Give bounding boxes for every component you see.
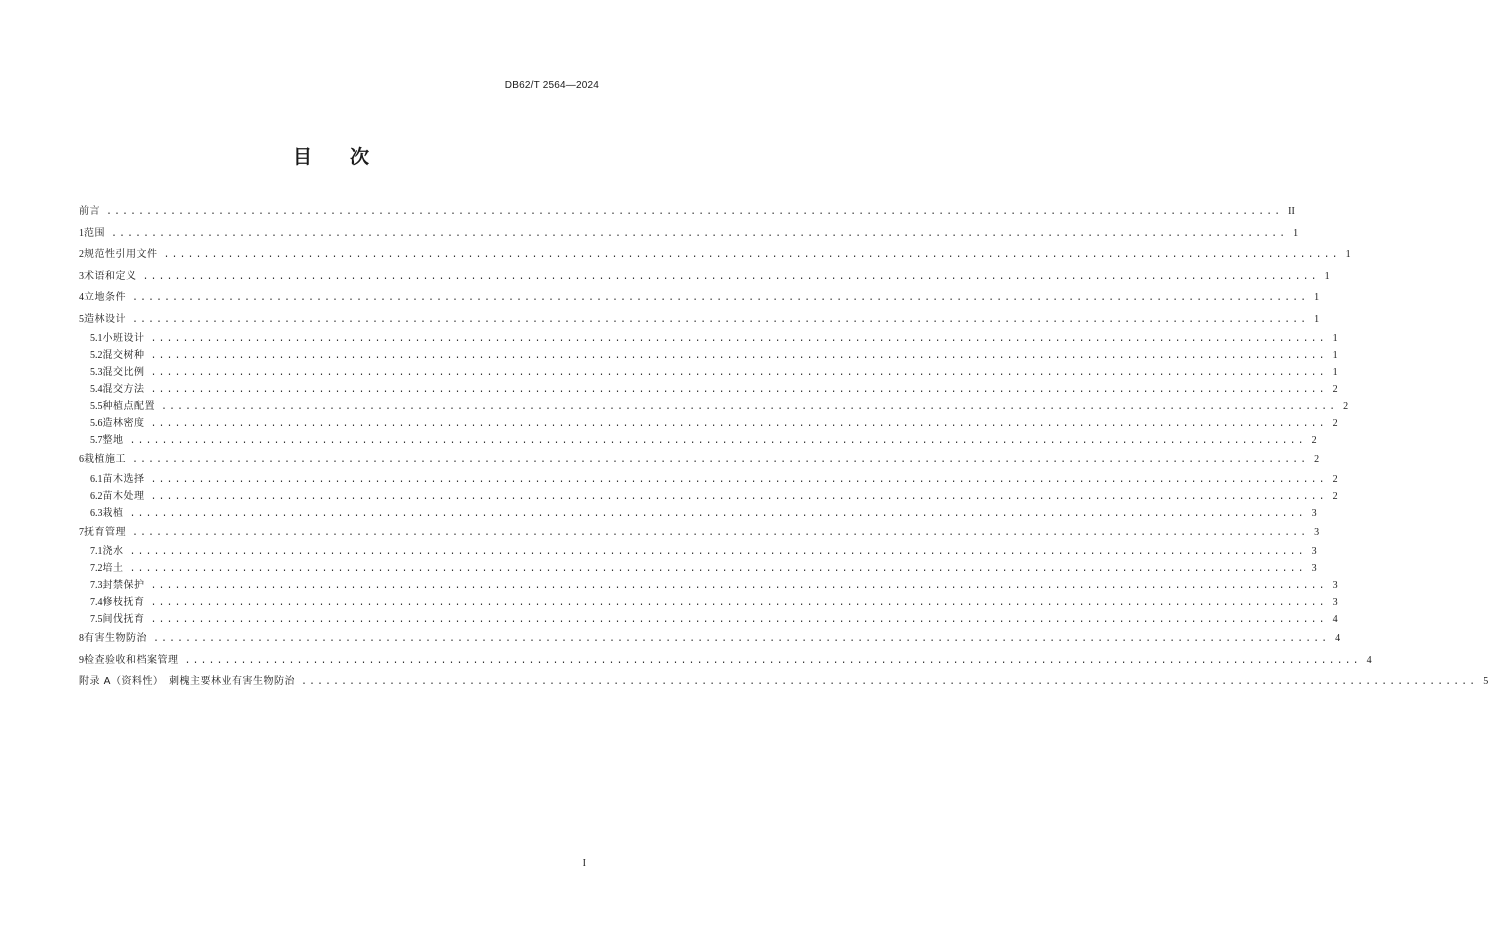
toc-leader-dots: ...................................................................................................................................................: [132, 527, 1309, 539]
toc-entry-label: 规范性引用文件: [84, 249, 158, 260]
toc-entry[interactable]: [79, 611, 1338, 628]
toc-entry-label: 抚育管理: [84, 526, 126, 538]
toc-entry-page: 2: [1332, 473, 1338, 485]
toc-entry-number: 2: [79, 249, 84, 260]
toc-entry-label: 小班设计: [102, 333, 145, 344]
toc-entry-number: 7.2: [90, 563, 103, 574]
toc-entry-page: 2: [1332, 490, 1338, 502]
toc-entry-number: 6.3: [90, 507, 103, 519]
toc-entry[interactable]: [79, 201, 1295, 223]
toc-entry[interactable]: [79, 505, 1317, 522]
toc-entry[interactable]: [79, 671, 1488, 693]
toc-entry-label: 前言: [79, 206, 100, 217]
toc-entry[interactable]: [79, 650, 1372, 672]
toc-entry-page: 1: [1332, 350, 1338, 361]
toc-entry-label: 混交方法: [102, 384, 145, 395]
toc-leader-dots: ...................................................................................................................................................: [150, 581, 1327, 592]
toc-entry-page: 1: [1345, 249, 1351, 260]
toc-entry-page: 1: [1332, 333, 1338, 344]
toc-entry-page: 1: [1332, 367, 1338, 378]
toc-entry-page: 3: [1311, 546, 1317, 557]
toc-entry-page: 5: [1483, 676, 1488, 687]
toc-entry-number: 5.2: [90, 350, 103, 361]
toc-entry[interactable]: [79, 543, 1317, 560]
toc-entry-label: 苗木处理: [102, 490, 145, 502]
toc-entry-number: 3: [79, 270, 84, 282]
toc-entry-number: 5.5: [90, 401, 103, 412]
standard-code: DB62/T 2564—2024: [504, 80, 599, 91]
toc-entry-page: 4: [1332, 614, 1338, 625]
toc-leader-dots: ...................................................................................................................................................: [142, 271, 1319, 283]
toc-entry-label: 种植点配置: [102, 401, 155, 412]
toc-entry[interactable]: [79, 266, 1330, 288]
toc-leader-dots: ...................................................................................................................................................: [150, 351, 1327, 362]
toc-leader-dots: ...................................................................................................................................................: [129, 436, 1306, 447]
toc-entry[interactable]: [79, 488, 1338, 505]
toc-entry-label: 栽植施工: [84, 454, 126, 465]
toc-entry-page: 3: [1332, 597, 1338, 608]
page-number: I: [582, 858, 586, 869]
toc-leader-dots: ...................................................................................................................................................: [150, 491, 1327, 503]
toc-entry[interactable]: [79, 522, 1320, 544]
toc-entry[interactable]: [79, 432, 1317, 449]
table-of-contents: [79, 201, 1488, 693]
toc-leader-dots: ...................................................................................................................................................: [301, 677, 1478, 688]
toc-entry[interactable]: [79, 330, 1338, 347]
toc-entry-number: 9: [79, 654, 84, 666]
toc-entry-label: 整地: [102, 435, 124, 446]
toc-entry[interactable]: [79, 309, 1320, 331]
toc-entry[interactable]: [79, 223, 1299, 245]
toc-entry-label: 培土: [102, 563, 124, 574]
toc-entry-label: 栽植: [102, 507, 124, 519]
toc-entry-number: 5.7: [90, 435, 103, 446]
toc-leader-dots: ...................................................................................................................................................: [150, 474, 1327, 486]
toc-entry-page: 3: [1311, 507, 1317, 519]
toc-entry-label: 混交比例: [102, 367, 145, 378]
toc-entry[interactable]: [79, 244, 1351, 266]
toc-entry-label: 苗木选择: [102, 473, 145, 485]
toc-leader-dots: ...................................................................................................................................................: [106, 207, 1283, 218]
toc-leader-dots: ...................................................................................................................................................: [132, 314, 1309, 326]
toc-entry-page: 3: [1311, 563, 1317, 574]
toc-entry-label: 有害生物防治: [84, 633, 147, 644]
toc-leader-dots: ...................................................................................................................................................: [150, 598, 1327, 609]
toc-entry-page: 1: [1314, 313, 1320, 325]
toc-entry-page: 2: [1343, 401, 1349, 412]
toc-entry-label: 术语和定义: [84, 270, 137, 282]
toc-entry-number: 7: [79, 526, 84, 538]
toc-leader-dots: ...................................................................................................................................................: [150, 334, 1327, 345]
toc-entry[interactable]: [79, 577, 1338, 594]
toc-leader-dots: ...................................................................................................................................................: [150, 615, 1327, 626]
toc-entry[interactable]: [79, 381, 1338, 398]
toc-entry-number: 6: [79, 454, 84, 465]
toc-entry-number: 6.2: [90, 490, 103, 502]
toc-entry[interactable]: [79, 398, 1349, 415]
toc-leader-dots: ...................................................................................................................................................: [129, 547, 1306, 558]
toc-leader-dots: ...................................................................................................................................................: [153, 634, 1330, 645]
toc-leader-dots: ...................................................................................................................................................: [132, 293, 1309, 304]
toc-leader-dots: ...................................................................................................................................................: [129, 508, 1306, 520]
toc-entry-page: 2: [1314, 454, 1320, 465]
toc-entry-label: 造林密度: [102, 418, 145, 429]
toc-entry-label: 间伐抚育: [102, 614, 145, 625]
toc-entry-page: 3: [1314, 526, 1320, 538]
toc-entry[interactable]: [79, 287, 1320, 309]
toc-entry[interactable]: [79, 347, 1338, 364]
toc-leader-dots: ...................................................................................................................................................: [161, 402, 1338, 413]
toc-entry-page: 1: [1293, 227, 1299, 239]
toc-entry-number: 4: [79, 292, 84, 303]
toc-entry-label: 封禁保护: [102, 580, 145, 591]
toc-entry-label: 附录 A（资料性） 刺槐主要林业有害生物防治: [79, 676, 296, 687]
toc-leader-dots: ...................................................................................................................................................: [150, 368, 1327, 379]
toc-entry-page: II: [1288, 206, 1295, 217]
toc-entry-page: 1: [1314, 292, 1320, 303]
toc-entry-number: 7.5: [90, 614, 103, 625]
toc-entry-number: 6.1: [90, 473, 103, 485]
page-title: 目 次: [292, 146, 369, 168]
toc-entry-number: 5.6: [90, 418, 103, 429]
toc-entry-page: 1: [1324, 270, 1330, 282]
toc-entry[interactable]: [79, 415, 1338, 432]
toc-entry-label: 修枝抚育: [102, 597, 145, 608]
toc-entry-number: 5.4: [90, 384, 103, 395]
toc-entry[interactable]: [79, 471, 1338, 488]
toc-entry-page: 2: [1311, 435, 1317, 446]
toc-leader-dots: ...................................................................................................................................................: [150, 385, 1327, 396]
toc-entry-number: 5.3: [90, 367, 103, 378]
toc-entry-page: 3: [1332, 580, 1338, 591]
toc-entry[interactable]: [79, 628, 1341, 650]
toc-entry-number: 7.1: [90, 546, 103, 557]
toc-entry-number: 7.4: [90, 597, 103, 608]
toc-leader-dots: ...................................................................................................................................................: [184, 655, 1361, 667]
toc-leader-dots: ...................................................................................................................................................: [111, 228, 1288, 240]
toc-entry[interactable]: [79, 449, 1320, 471]
toc-entry[interactable]: [79, 594, 1338, 611]
toc-leader-dots: ...................................................................................................................................................: [150, 419, 1327, 430]
toc-entry-number: 5: [79, 313, 84, 325]
toc-leader-dots: ...................................................................................................................................................: [129, 564, 1306, 575]
toc-entry-page: 4: [1366, 654, 1372, 666]
toc-entry-label: 混交树种: [102, 350, 145, 361]
toc-entry-number: 1: [79, 227, 84, 239]
toc-entry-page: 2: [1332, 384, 1338, 395]
toc-entry[interactable]: [79, 364, 1338, 381]
toc-entry-label: 立地条件: [84, 292, 126, 303]
toc-entry[interactable]: [79, 560, 1317, 577]
toc-entry-number: 5.1: [90, 333, 103, 344]
toc-entry-label: 检查验收和档案管理: [84, 654, 179, 666]
toc-entry-page: 2: [1332, 418, 1338, 429]
toc-entry-label: 范围: [84, 227, 105, 239]
toc-entry-label: 浇水: [102, 546, 124, 557]
toc-entry-page: 4: [1335, 633, 1341, 644]
toc-leader-dots: ...................................................................................................................................................: [163, 250, 1340, 261]
toc-entry-number: 8: [79, 633, 84, 644]
toc-entry-label: 造林设计: [84, 313, 126, 325]
toc-leader-dots: ...................................................................................................................................................: [132, 455, 1309, 466]
toc-entry-number: 7.3: [90, 580, 103, 591]
